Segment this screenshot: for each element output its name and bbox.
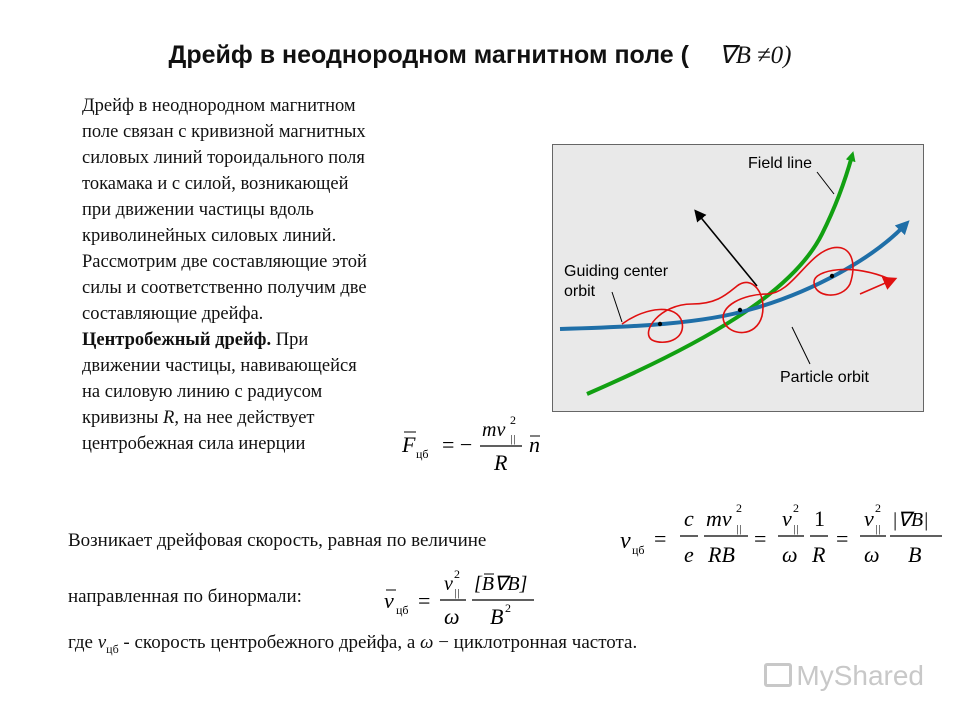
s3-pre: где (68, 632, 98, 653)
guiding-dot (830, 274, 834, 278)
fvv-omega: ω (444, 604, 460, 629)
s3-v: v (97, 632, 107, 653)
formula-n: n (529, 432, 540, 457)
fv-par: || (793, 523, 800, 535)
s3-mid: - скорость центробежного дрейфа, а (118, 632, 421, 653)
label-field-line: Field line (748, 155, 813, 172)
fv-one: 1 (814, 506, 825, 531)
fv-sub: цб (632, 543, 645, 557)
body-line: центробежная сила инерции (82, 434, 306, 454)
body-line: Рассмотрим две составляющие этой (82, 252, 367, 272)
sentence-binormal: направленная по бинормали: (68, 586, 302, 607)
fvv-den-sup: 2 (505, 601, 511, 615)
s3-omega: ω (420, 632, 434, 653)
fvv-denB: B (490, 604, 504, 629)
centrifugal-heading-line (82, 327, 462, 353)
label-guiding-center-2: orbit (564, 283, 596, 300)
body-line: силы и соответственно получим две (82, 278, 367, 298)
s3-sub: цб (106, 641, 119, 656)
body-line: движении частицы, навивающейся (82, 356, 357, 376)
body-line: криволинейных силовых линий. (82, 226, 337, 246)
fv-c: c (684, 506, 694, 531)
fv-sq: 2 (736, 501, 742, 515)
fvv-v2: v (444, 573, 453, 595)
fv-sq: 2 (875, 501, 881, 515)
fvv-sub: цб (396, 603, 409, 617)
fv-omega2: ω (864, 542, 880, 567)
title-neq: ≠0) (756, 42, 792, 69)
centrifugal-rest: При (271, 330, 309, 350)
fv-v3: v (864, 506, 874, 531)
fvv-sq: 2 (454, 567, 460, 581)
curv-pre: кривизны (82, 408, 164, 428)
formula-drift-velocity (618, 494, 946, 578)
formula-num-sup: 2 (510, 413, 516, 427)
formula-vector-drift (380, 566, 540, 636)
drift-diagram (552, 144, 924, 412)
fv-sq: 2 (793, 501, 799, 515)
fv-mv: mv (706, 506, 732, 531)
fv-e: e (684, 542, 694, 567)
title-text: Дрейф в неоднородном магнитном поле ( (168, 41, 689, 69)
fv-R: R (812, 542, 826, 567)
formula-num: mv (482, 419, 506, 441)
formula-num-sub: || (510, 433, 517, 445)
watermark-icon (764, 663, 792, 687)
fv-RB: RB (708, 542, 735, 567)
fv-v2: v (782, 506, 792, 531)
fv-eq: = (754, 526, 767, 551)
fv-v: v (620, 528, 631, 554)
fvv-eq: = (418, 588, 431, 613)
guiding-dot (658, 322, 662, 326)
formula-centrifugal-force (398, 408, 558, 480)
body-line: токамака и с силой, возникающей (82, 174, 349, 194)
fv-eq: = (654, 526, 667, 551)
body-line: при движении частицы вдоль (82, 200, 314, 220)
formula-F-sub: цб (416, 447, 429, 461)
sentence-definitions (68, 632, 637, 657)
curv-R: R (163, 408, 175, 428)
body-line: поле связан с кривизной магнитных (82, 122, 366, 142)
title-gradb: ∇B (718, 42, 751, 69)
body-line: силовых линий тороидального поля (82, 148, 365, 168)
centrifugal-heading: Центробежный дрейф. (82, 330, 272, 350)
fvv-num: [B∇B] (474, 573, 528, 595)
curv-post: , на нее действует (174, 408, 315, 428)
fv-gradB: |∇B| (892, 509, 929, 531)
s3-post: − циклотронная частота. (433, 632, 638, 653)
formula-F: F (402, 432, 416, 457)
body-line: Дрейф в неоднородном магнитном (82, 96, 356, 116)
fv-eq: = (836, 526, 849, 551)
label-particle-orbit: Particle orbit (780, 369, 869, 386)
fv-par: || (736, 523, 743, 535)
body-line: составляющие дрейфа. (82, 304, 264, 324)
fv-B: B (908, 542, 922, 567)
fv-omega: ω (782, 542, 798, 567)
formula-eq-minus: = − (442, 432, 473, 457)
page-title (0, 40, 960, 70)
fv-par: || (875, 523, 882, 535)
body-paragraph (82, 93, 462, 457)
watermark (764, 660, 924, 692)
label-guiding-center-1: Guiding center (564, 263, 669, 280)
guiding-dot (738, 308, 742, 312)
fvv-par: || (454, 587, 461, 599)
fvv-v: v (384, 588, 394, 613)
watermark-text: MyShared (796, 660, 924, 691)
sentence-drift-velocity: Возникает дрейфовая скорость, равная по величине (68, 530, 487, 551)
formula-den: R (494, 450, 508, 475)
body-line: на силовую линию с радиусом (82, 382, 323, 402)
